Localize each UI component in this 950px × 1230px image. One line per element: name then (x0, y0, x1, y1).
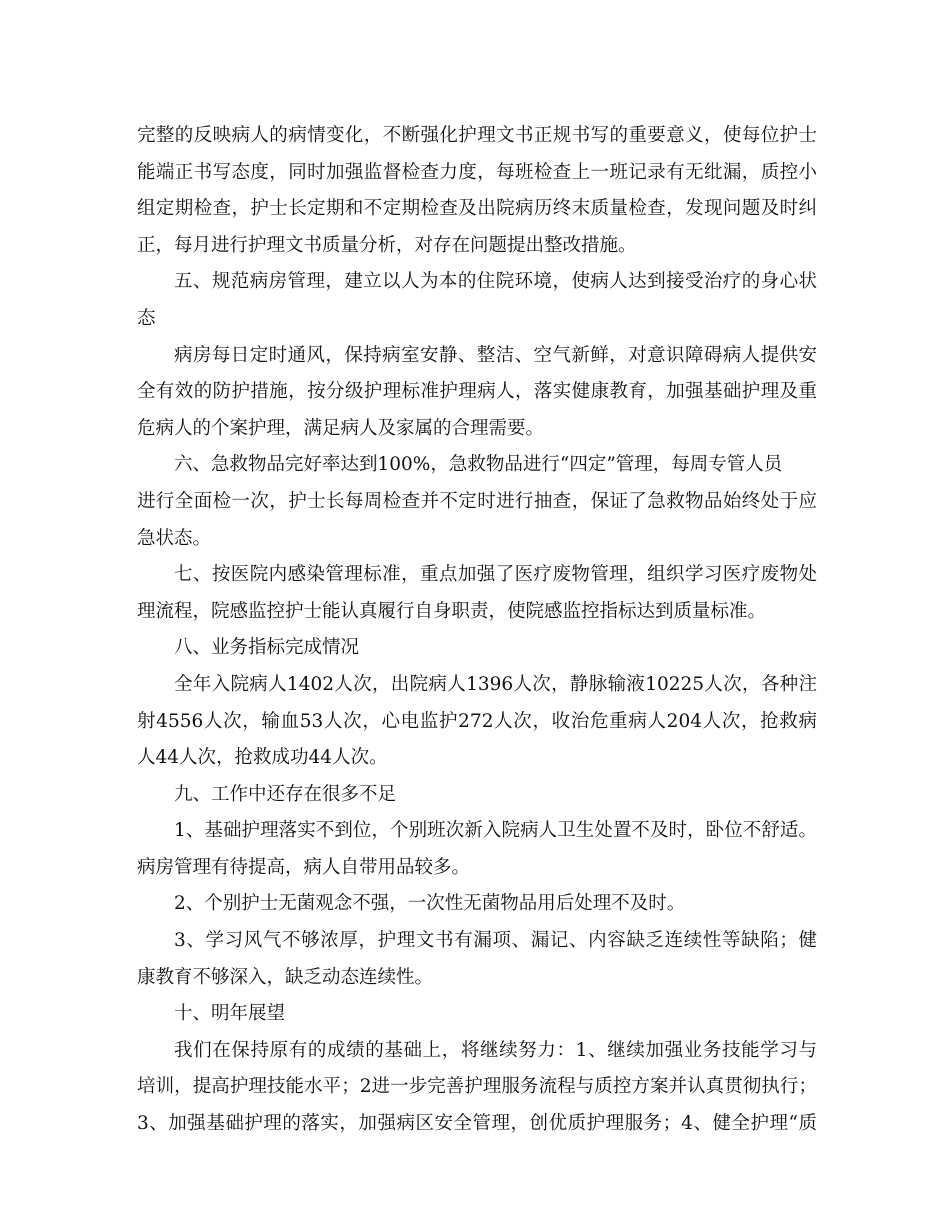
text-line: 人44人次，抢救成功44人次。 (137, 747, 388, 769)
text-line: 理流程，院感监控护士能认真履行自身职责，使院感监控指标达到质量标准。 (137, 600, 767, 622)
section-heading: 十、明年展望 (174, 1003, 286, 1025)
text-line: 射4556人次，输血53人次，心电监护272人次，收治危重病人204人次，抢救病 (137, 710, 817, 732)
text-line: 1、基础护理落实不到位，个别班次新入院病人卫生处置不及时，卧位不舒适。 (174, 820, 817, 842)
text-line: 全有效的防护措施，按分级护理标准护理病人，落实健康教育，加强基础护理及重 (137, 381, 817, 403)
section-heading: 八、业务指标完成情况 (174, 637, 360, 659)
text-line: 3、学习风气不够浓厚，护理文书有漏项、漏记、内容缺乏连续性等缺陷；健 (174, 930, 817, 952)
text-line: 进行全面检一次，护士长每周检查并不定时进行抽查，保证了急救物品始终处于应 (137, 490, 817, 512)
text-line: 五、规范病房管理，建立以人为本的住院环境，使病人达到接受治疗的身心状 (174, 271, 817, 293)
text-line: 正，每月进行护理文书质量分析，对存在问题提出整改措施。 (137, 234, 637, 256)
text-line: 病房管理有待提高，病人自带用品较多。 (137, 856, 471, 878)
text-line: 危病人的个案护理，满足病人及家属的合理需要。 (137, 417, 545, 439)
text-line: 完整的反映病人的病情变化，不断强化护理文书正规书写的重要意义，使每位护士 (137, 125, 817, 146)
text-line: 组定期检查，护士长定期和不定期检查及出院病历终末质量检查，发现问题及时纠 (137, 198, 817, 220)
text-line: 我们在保持原有的成绩的基础上，将继续努力：1、继续加强业务技能学习与 (174, 1039, 817, 1061)
section-heading: 九、工作中还存在很多不足 (174, 783, 397, 805)
text-line: 病房每日定时通风，保持病室安静、整洁、空气新鲜，对意识障碍病人提供安 (174, 344, 817, 366)
text-line: 培训，提高护理技能水平；2进一步完善护理服务流程与质控方案并认真贯彻执行； (137, 1076, 817, 1098)
body-text (137, 118, 817, 1143)
text-line: 能端正书写态度，同时加强监督检查力度，每班检查上一班记录有无纰漏，质控小 (137, 161, 817, 183)
text-line: 康教育不够深入，缺乏动态连续性。 (137, 966, 434, 988)
text-line: 急状态。 (137, 527, 212, 549)
text-line: 六、急救物品完好率达到100%，急救物品进行“四定”管理，每周专管人员 (174, 454, 783, 476)
text-line: 七、按医院内感染管理标准，重点加强了医疗废物管理，组织学习医疗废物处 (174, 564, 817, 586)
text-line: 2、个别护士无菌观念不强，一次性无菌物品用后处理不及时。 (174, 893, 686, 915)
text-line: 全年入院病人1402人次，出院病人1396人次，静脉输液10225人次，各种注 (174, 673, 817, 695)
text-line: 3、加强基础护理的落实，加强病区安全管理，创优质护理服务；4、健全护理“质 (137, 1113, 817, 1135)
text-line: 态 (137, 307, 156, 329)
